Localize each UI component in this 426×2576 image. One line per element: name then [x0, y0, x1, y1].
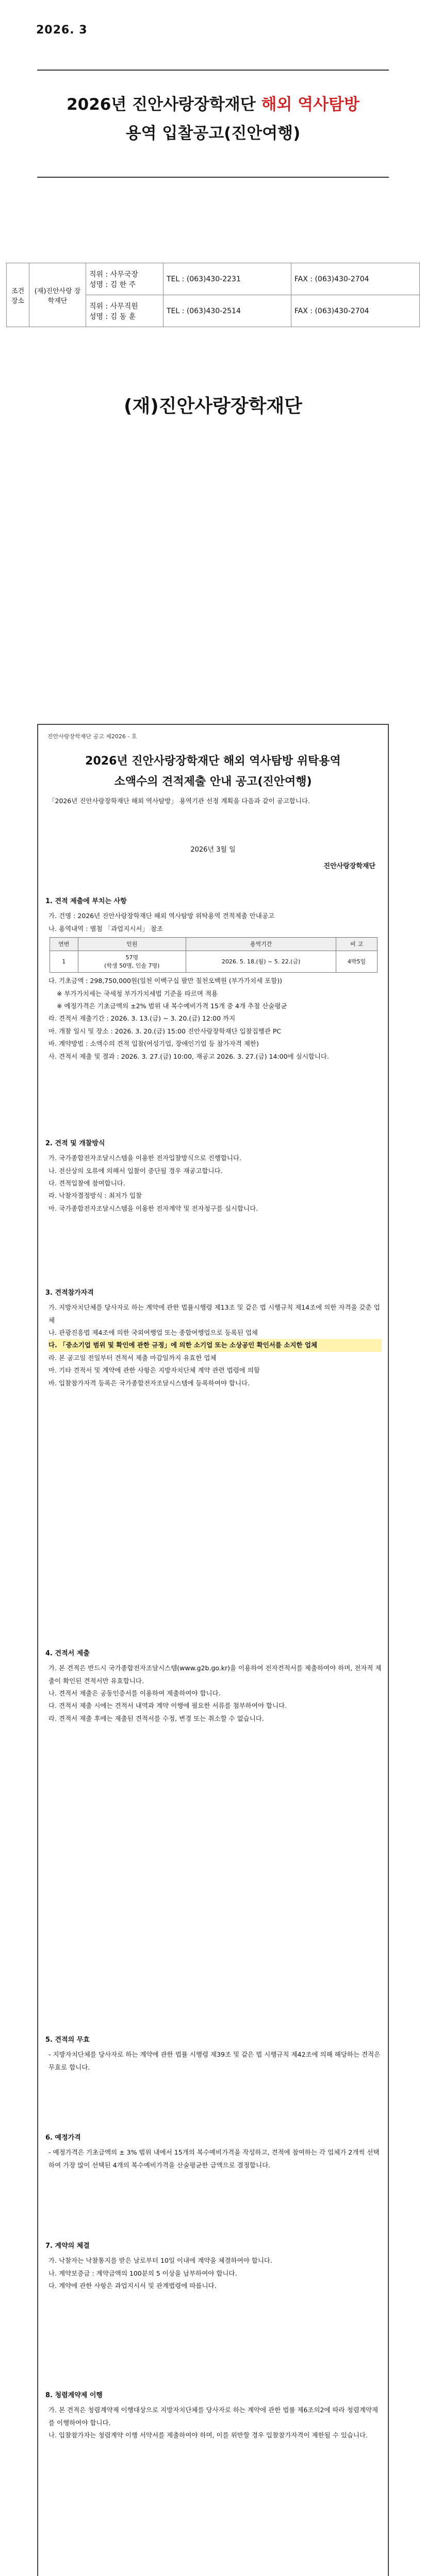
service-table: [50, 937, 378, 973]
section-item: 다. 계약에 관한 사항은 과업지시서 및 관계법령에 따릅니다.: [48, 2282, 217, 2290]
section-item: 마. 국가종합전자조달시스템을 이용한 전자계약 및 전자청구를 실시합니다.: [48, 1204, 258, 1212]
section-item: 다. 기초금액 : 298,750,000원(일천 이백구십 팔만 칠천오백원 (부가가치세 포함)): [48, 977, 282, 985]
section-item: 마. 개찰 일시 및 장소 : 2026. 3. 20.(금) 15:00 진안사랑장학재단 입찰집행관 PC: [48, 1027, 282, 1035]
table-cell: 2026. 5. 18.(월) ~ 5. 22.(금): [186, 951, 336, 973]
doc-header-number: 진안사랑장학재단 공고 제2026 - 호: [47, 733, 137, 740]
section-item: - 지방자치단체를 당사자로 하는 계약에 관한 법률 시행령 제39조 및 같은 법 시행규칙 제42조에 의해 해당하는 견적은 무효로 합니다.: [48, 2050, 381, 2071]
section-item: 나. 계약보증금 : 계약금액의 100분의 5 이상을 납부하여야 합니다.: [48, 2269, 237, 2277]
section-item: 나. 전산상의 오류에 의해서 입찰이 중단될 경우 재공고합니다.: [48, 1166, 223, 1175]
section-5: [45, 2033, 382, 2074]
section-item: 가. 본 견적은 청렴계약제 이행대상으로 지방자치단체를 당사자로 하는 계약에 관한 법률 제6조의2에 따라 청렴계약제를 이행하여야 합니다.: [48, 2406, 379, 2427]
contact1-fax: FAX : (063)430-2704: [291, 263, 419, 295]
contact-info-table: [6, 263, 420, 327]
section-item: 가. 건명 : 2026년 진안사랑장학재단 해외 역사탐방 위탁용역 견적제출 안내공고: [48, 912, 275, 920]
section-title: 7. 계약의 체결: [45, 2242, 90, 2250]
info-row-label: 조건 장소: [7, 263, 29, 327]
announcement-document: [37, 724, 389, 2576]
doc-title-line1: 2026년 진안사랑장학재단 해외 역사탐방 위탁용역: [85, 755, 341, 768]
section-item: 라. 낙찰자결정방식 : 최저가 입찰: [48, 1192, 142, 1200]
table-header: 용역기간: [186, 938, 336, 951]
table-header: 비 고: [336, 938, 378, 951]
title-accent: 해외 역사탐방: [261, 95, 359, 114]
section-item: - 예정가격은 기초금액의 ± 3% 범위 내에서 15개의 복수예비가격을 작성하고, 견적에 참여하는 각 업체가 2개씩 선택하여 가장 많이 선택된 4개의 복수예비가격을 산술평균한 금액으로 결정합니다.: [48, 2148, 380, 2169]
announcement-title-box: [37, 70, 389, 178]
section-item: 가. 낙찰자는 낙찰통지를 받은 날로부터 10일 이내에 계약을 체결하여야 합니다.: [48, 2257, 272, 2265]
section-1: [45, 895, 382, 1063]
contact1-role: 직위 : 사무국장 성명 : 김 한 주: [86, 263, 163, 295]
section-title: 8. 청렴계약제 이행: [45, 2392, 103, 2399]
section-item: 마. 기타 견적서 및 계약에 관한 사항은 지방자치단체 계약 관련 법령에 의함: [48, 1366, 260, 1375]
section-item: 라. 견적서 제출 후에는 제출된 견적서를 수정, 변경 또는 취소할 수 없습니다.: [48, 1714, 264, 1722]
announcement-title-line2: 용역 입찰공고(진안여행): [125, 124, 301, 143]
contact2-tel: TEL : (063)430-2514: [163, 295, 291, 327]
section-note: ※ 예정가격은 기초금액의 ±2% 범위 내 복수예비가격 15개 중 4개 추첨 산술평균: [57, 1002, 287, 1010]
section-title: 6. 예정가격: [45, 2134, 81, 2142]
section-item: 바. 계약방법 : 소액수의 견적 입찰(여성기업, 장애인기업 등 참가자격 제한): [48, 1040, 259, 1048]
section-item: 라. 본 공고일 전일부터 견적서 제출 마감일까지 유효한 업체: [48, 1353, 217, 1362]
top-date: 2026. 3: [36, 24, 88, 37]
doc-signer: 진안사랑장학재단: [323, 862, 375, 870]
section-7: [45, 2240, 382, 2292]
table-header: 연번: [50, 938, 78, 951]
contact2-fax: FAX : (063)430-2704: [291, 295, 419, 327]
table-row: [50, 951, 378, 973]
section-6: [45, 2131, 382, 2172]
table-cell: 4박5일: [336, 951, 378, 973]
section-item: 가. 본 견적은 반드시 국가종합전자조달시스템(www.g2b.go.kr)을 이용하여 전자견적서를 제출하여야 하며, 전자적 제출이 확인된 견적서만 유효합니다.: [48, 1664, 382, 1685]
table-cell: 57명 (학생 50명, 인솔 7명): [78, 951, 186, 973]
section-item: 나. 용역내역 : 별첨 「과업지시서」 참조: [48, 924, 163, 933]
section-title: 2. 견적 및 개찰방식: [45, 1140, 105, 1147]
section-item-highlight: 다. 「중소기업 범위 및 확인에 관한 규정」에 의한 소기업 또는 소상공인 확인서를 소지한 업체: [48, 1339, 382, 1351]
section-item: 나. 견적서 제출은 공동인증서를 이용하여 제출하여야 합니다.: [48, 1689, 221, 1698]
section-item: 가. 국가종합전자조달시스템을 이용한 전자입찰방식으로 진행합니다.: [48, 1154, 242, 1162]
section-4: [45, 1647, 382, 1725]
table-header: 인원: [78, 938, 186, 951]
contact2-role: 직위 : 사무직원 성명 : 김 동 훈: [86, 295, 163, 327]
announcement-title-line1: [37, 91, 389, 114]
section-item: 다. 견적입찰에 참여합니다.: [48, 1179, 125, 1188]
section-item: 나. 입찰참가자는 청렴계약 이행 서약서를 제출하여야 하며, 이를 위반할 경우 입찰참가자격이 제한될 수 있습니다.: [48, 2431, 368, 2439]
section-item: 가. 지방자치단체를 당사자로 하는 계약에 관한 법률시행령 제13조 및 같은 법 시행규칙 제14조에 의한 자격을 갖춘 업체: [48, 1303, 380, 1324]
doc-intro: 「2026년 진안사랑장학재단 해외 역사탐방」 용역기관 선정 계획을 다음과 같이 공고합니다.: [48, 797, 310, 805]
section-title: 1. 견적 제출에 부치는 사항: [45, 897, 127, 905]
section-3: [45, 1286, 382, 1389]
contact1-tel: TEL : (063)430-2231: [163, 263, 291, 295]
section-8: [45, 2389, 382, 2442]
section-note: ※ 부가가치세는 국세청 부가가치세법 기준을 따르며 적용: [57, 989, 218, 997]
doc-date: 2026년 3월 일: [190, 846, 236, 854]
title-prefix: 2026년 진안사랑장학재단: [67, 95, 256, 114]
section-title: 4. 견적서 제출: [45, 1650, 90, 1657]
section-title: 3. 견적참가자격: [45, 1289, 94, 1297]
doc-title-line2: 소액수의 견적제출 안내 공고(진안여행): [114, 775, 312, 788]
section-item: 라. 견적서 제출기간 : 2026. 3. 13.(금) ~ 3. 20.(금) 12:00 까지: [48, 1014, 236, 1023]
section-item: 나. 관광진흥법 제4조에 의한 국외여행업 또는 종합여행업으로 등록된 업체: [48, 1329, 258, 1337]
info-org: (재)진안사랑 장학재단: [29, 263, 86, 327]
organization-name: (재)진안사랑장학재단: [124, 396, 302, 417]
section-item: 사. 견적서 제출 및 결과 : 2026. 3. 27.(금) 10:00, 재공고 2026. 3. 27.(금) 14:00에 실시합니다.: [48, 1052, 329, 1060]
table-cell: 1: [50, 951, 78, 973]
section-2: [45, 1137, 382, 1215]
section-item: 다. 견적서 제출 시에는 견적서 내역과 계약 이행에 필요한 서류를 첨부하여야 합니다.: [48, 1702, 287, 1710]
section-title: 5. 견적의 무효: [45, 2036, 90, 2044]
section-item: 바. 입찰참가자격 등록은 국가종합전자조달시스템에 등록하여야 합니다.: [48, 1379, 250, 1387]
